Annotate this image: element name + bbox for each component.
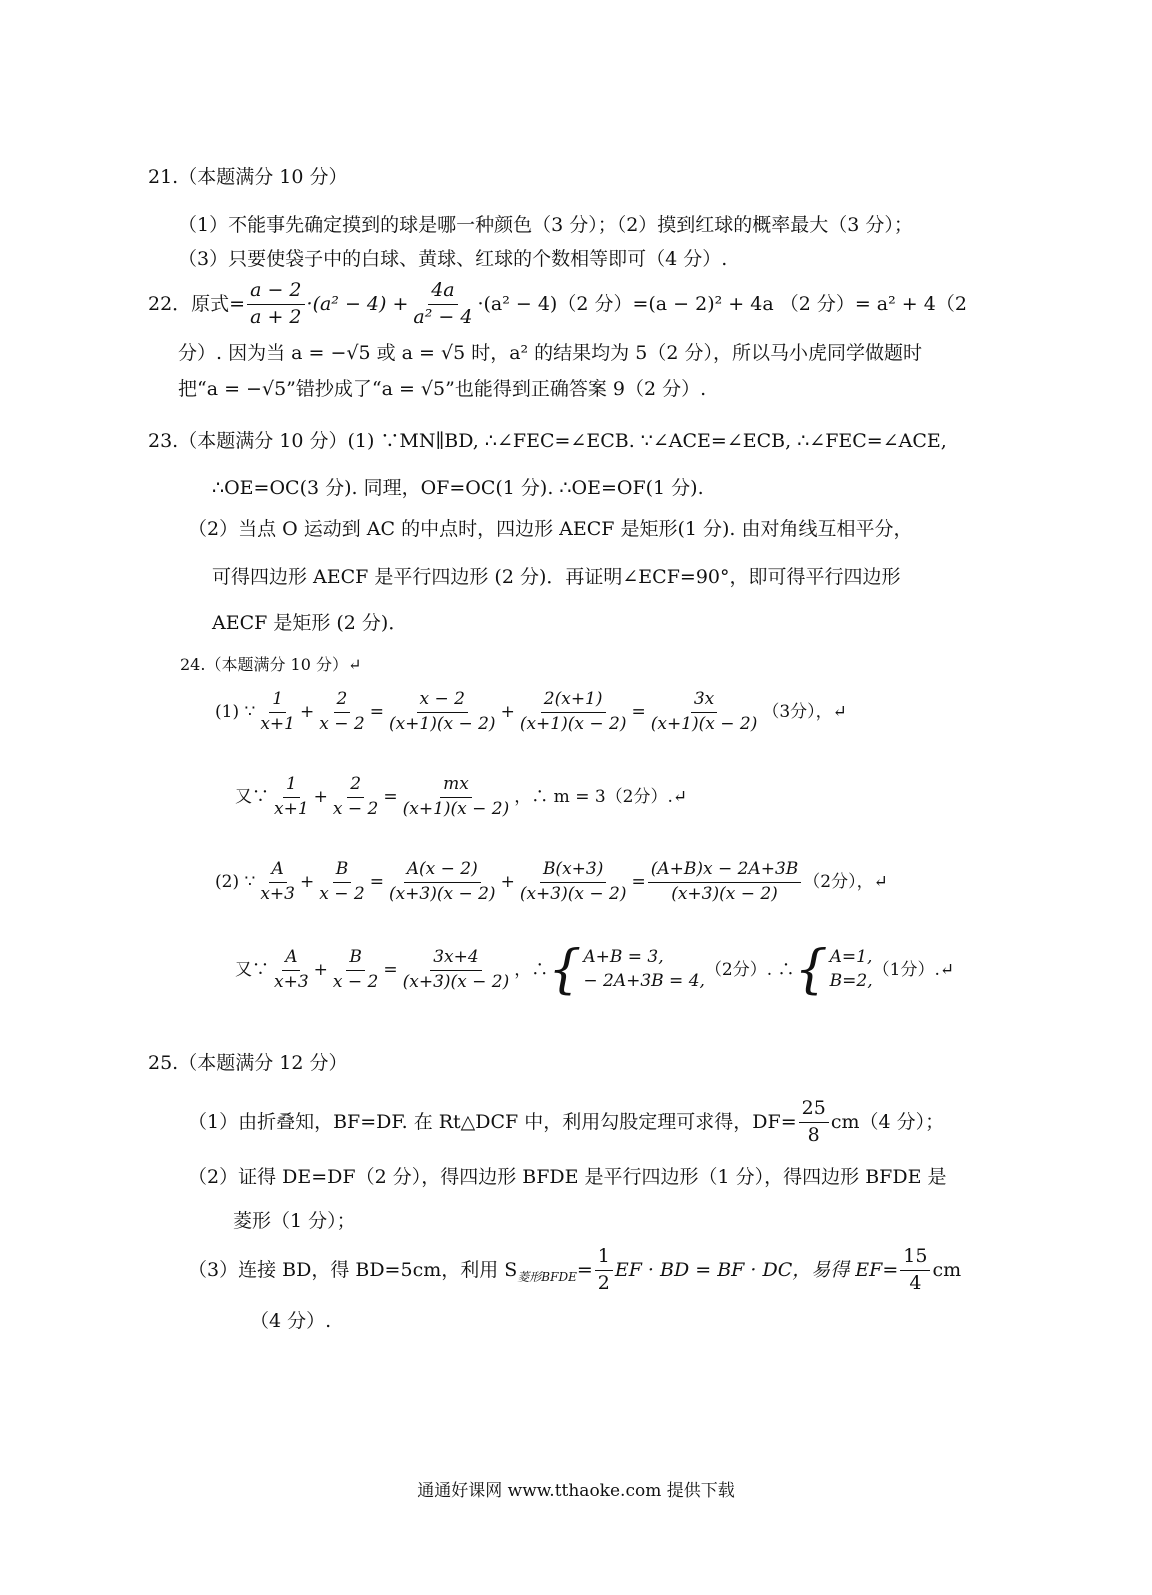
- q24-p2-tail: ，∴ m = 3（2分）.↵: [514, 786, 688, 807]
- q24-part1: (1) ∵ $\frac{1}{x+1}$ + $\frac{2}{x - 2}$ = $\frac{x - 2}{(x+1)(x - 2)}$ + $\frac{2(x+1)}{(x+1)(x - 2)}$ = $\frac{3x}{(x+1)(x - 2)}$ （3分），↵: [215, 689, 847, 734]
- q24-part1b: 又∵ $\frac{1}{x+1}$ + $\frac{2}{x - 2}$ = $\frac{mx}{(x+1)(x - 2)}$ ，∴ m = 3（2分）.↵: [235, 774, 688, 819]
- q24-p1-tail: （3分），↵: [762, 701, 847, 722]
- q25-line2: （2）证得 DE=DF（2 分），得四边形 BFDE 是平行四边形（1 分），得四边形 BFDE 是: [188, 1166, 947, 1188]
- q24-p4-mid2: （2分）. ∴: [704, 959, 795, 980]
- q22-line1: [148, 280, 967, 329]
- q21-heading: 21.（本题满分 10 分）: [148, 166, 348, 188]
- q24-p4-lead: 又∵: [235, 959, 269, 980]
- q23-line1: 23.（本题满分 10 分）(1) ∵MN∥BD, ∴∠FEC=∠ECB. ∵∠ACE=∠ECB, ∴∠FEC=∠ACE,: [148, 430, 947, 452]
- q24-p2-lead: 又∵: [235, 786, 269, 807]
- q21-line2: （3）只要使袋子中的白球、黄球、红球的个数相等即可（4 分）.: [178, 248, 728, 270]
- q23-line2: ∴OE=OC(3 分). 同理，OF=OC(1 分). ∴OE=OF(1 分).: [212, 477, 704, 499]
- q24-part2b: 又∵ $\frac{A}{x+3}$ + $\frac{B}{x - 2}$ = $\frac{3x+4}{(x+3)(x - 2)}$ ，∴ { A+B = 3, − 2A+3B = 4, （2分）. ∴ { A=1, B=2, （1分）.↵: [235, 940, 955, 1000]
- q24-p4-mid: ，∴: [514, 959, 549, 980]
- q22-lead: 22．原式=: [148, 292, 246, 315]
- q25-line5: （4 分）.: [250, 1310, 332, 1332]
- q24-part2: (2) ∵ $\frac{A}{x+3}$ + $\frac{B}{x - 2}$ = $\frac{A(x - 2)}{(x+3)(x - 2)}$ + $\frac{B(x+3)}{(x+3)(x - 2)}$ = $\frac{(A+B)x - 2A+3B}{(x+3)(x - 2)}$ （2分），↵: [215, 859, 888, 904]
- q22-mid1: ·(a² − 4) +: [306, 292, 409, 315]
- q22-mid2: ·(a² − 4)（2 分）=(a − 2)² + 4a （2 分）= a² + 4（2: [477, 292, 967, 315]
- q22-fraction-1: $\frac{a - 2}{a + 2}$: [247, 280, 304, 329]
- q25-heading: 25.（本题满分 12 分）: [148, 1052, 348, 1074]
- q22-line2: 分）. 因为当 a = −√5 或 a = √5 时，a² 的结果均为 5（2 分），所以马小虎同学做题时: [178, 342, 922, 364]
- q22-fraction-2: $\frac{4a}{\text{a² − 4}}$: [413, 279, 473, 328]
- q24-p1-lead: (1) ∵: [215, 701, 256, 722]
- q24-heading: 24.（本题满分 10 分）↵: [180, 655, 362, 674]
- q25-line1: （1）由折叠知，BF=DF. 在 Rt△DCF 中，利用勾股定理可求得，DF= $\frac{25}{8}$ cm（4 分）；: [188, 1097, 945, 1146]
- q24-system-2: { A=1, B=2,: [794, 940, 873, 1000]
- q21-line1: （1）不能事先确定摸到的球是哪一种颜色（3 分）；（2）摸到红球的概率最大（3 分）；: [178, 214, 913, 236]
- q24-p3-tail: （2分），↵: [803, 871, 888, 892]
- page-footer: 通通好课网 www.tthaoke.com 提供下载: [417, 1481, 735, 1501]
- q22-line3: 把“a = −√5”错抄成了“a = √5”也能得到正确答案 9（2 分）.: [178, 378, 707, 400]
- q23-line4: 可得四边形 AECF 是平行四边形 (2 分)．再证明∠ECF=90°，即可得平行四边形: [212, 566, 901, 588]
- q24-p4-tail: （1分）.↵: [872, 959, 955, 980]
- q23-line5: AECF 是矩形 (2 分)．: [212, 612, 408, 634]
- q23-line3: （2）当点 O 运动到 AC 的中点时，四边形 AECF 是矩形(1 分). 由对角线互相平分，: [188, 518, 913, 540]
- q24-system-1: { A+B = 3, − 2A+3B = 4,: [548, 940, 705, 1000]
- q25-line4: （3）连接 BD，得 BD=5cm，利用 S $_{菱形BFDE}$ = $\frac{1}{2}$ EF · BD = BF · DC，易得 EF= $\frac{15}{4}$ cm: [188, 1245, 962, 1294]
- q25-line3: 菱形（1 分）；: [233, 1210, 356, 1232]
- q24-p3-lead: (2) ∵: [215, 871, 256, 892]
